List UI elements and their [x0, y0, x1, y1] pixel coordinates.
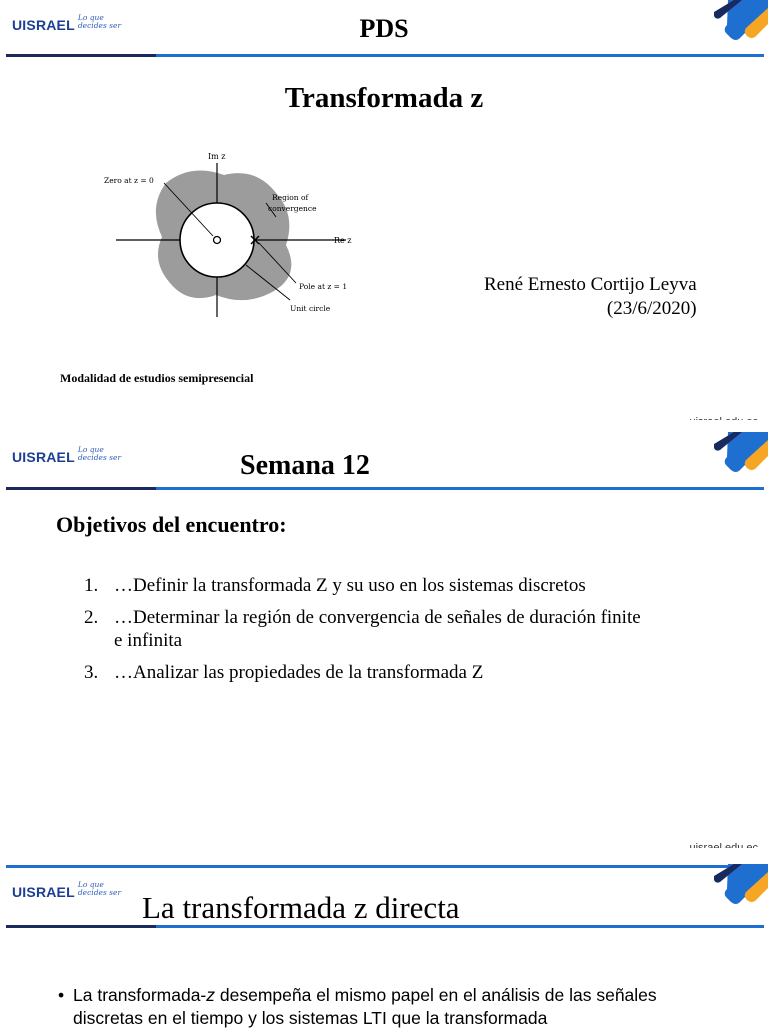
header-rule: [6, 54, 764, 57]
header-rule: [6, 487, 764, 490]
logo-wordmark: UISRAEL: [12, 884, 75, 900]
header-rule-top: [6, 865, 764, 868]
brand-stripes-icon: [706, 432, 768, 476]
list-item-number: 2.: [84, 607, 99, 628]
list-item: [84, 661, 644, 684]
uisrael-logo: [12, 445, 124, 465]
logo-wordmark: UISRAEL: [12, 449, 75, 465]
zero-label: Zero at z = 0: [104, 176, 154, 185]
slide-title-text: Semana 12: [240, 450, 370, 481]
roc-diagram: [96, 145, 366, 320]
modality-text: Modalidad de estudios semipresencial: [60, 371, 254, 385]
logo-tagline: Lo que decides ser: [77, 13, 122, 30]
brand-stripes-icon: [706, 0, 768, 44]
slide-objectives: [0, 420, 768, 848]
logo-tagline: Lo que decides ser: [77, 880, 122, 897]
list-item-text: …Analizar las propiedades de la transformada Z: [114, 662, 484, 683]
author-name: René Ernesto Cortijo Leyva: [484, 274, 697, 295]
bullet-paragraph: [58, 984, 718, 1030]
header-rule: [6, 925, 764, 928]
bullet-text-italic: z: [206, 985, 216, 1005]
objectives-title: Objetivos del encuentro:: [56, 512, 287, 537]
list-item-text: …Determinar la región de convergencia de señales de duración finite e infinita: [114, 607, 641, 651]
brand-stripes-icon: [706, 864, 768, 908]
bullet-text-prefix: La transformada-: [73, 985, 207, 1005]
list-item-number: 1.: [84, 575, 99, 596]
logo-wordmark: UISRAEL: [12, 17, 75, 33]
author-block: [484, 273, 697, 321]
objectives-list: [84, 574, 644, 693]
list-item-number: 3.: [84, 662, 99, 683]
slide-title-text: La transformada z directa: [142, 890, 460, 925]
pole-label: Pole at z = 1: [299, 282, 348, 291]
bullet-dot-icon: •: [58, 985, 65, 1005]
list-item-text: …Definir la transformada Z y su uso en los sistemas discretos: [114, 575, 586, 596]
list-item: [84, 606, 644, 652]
slide-title: [0, 0, 768, 420]
list-item: [84, 574, 644, 597]
axis-real-label: Re z: [334, 236, 352, 245]
slide-title-text: PDS: [359, 14, 409, 43]
author-date: (23/6/2020): [606, 298, 697, 319]
slide-subtitle: Transformada z: [284, 82, 484, 114]
logo-tagline: Lo que decides ser: [77, 445, 122, 462]
uisrael-logo: [12, 880, 124, 900]
slide-direct-transform: [0, 848, 768, 1028]
bullet-text-rest: desempeña el mismo papel en el análisis de las señales discretas en el tiempo y los sistemas LTI que la transformada: [73, 985, 657, 1028]
roc-label-2: convergence: [268, 204, 317, 213]
unit-circle-label: Unit circle: [290, 304, 331, 313]
axis-imag-label: Im z: [208, 152, 226, 161]
roc-label-1: Region of: [272, 193, 309, 202]
